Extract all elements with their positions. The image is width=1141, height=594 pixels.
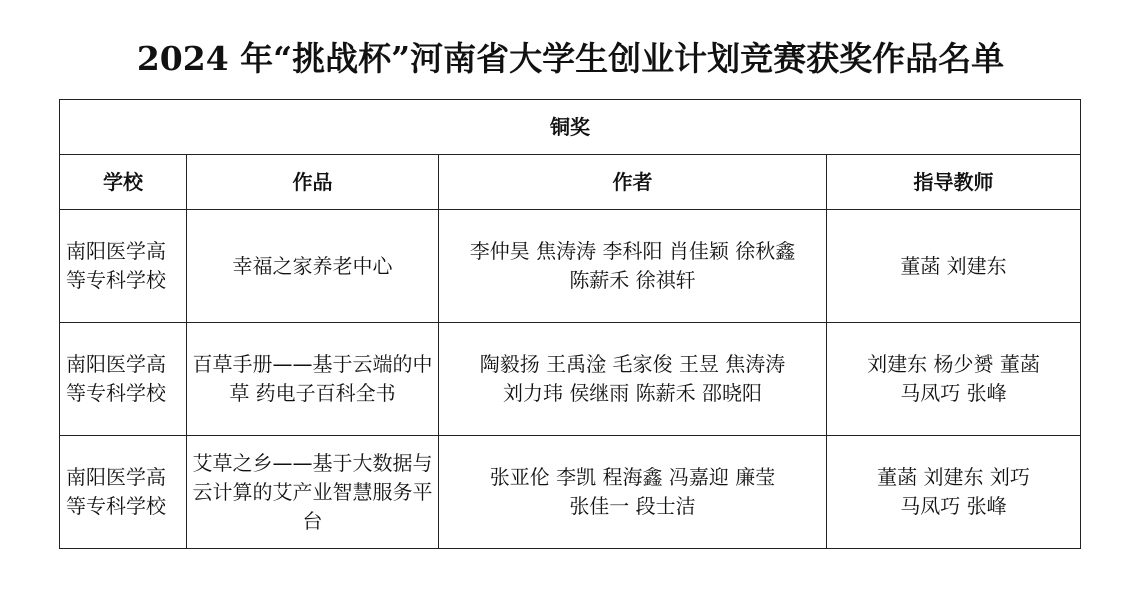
authors-line: 刘力玮 侯继雨 陈薪禾 邵晓阳 xyxy=(502,381,763,405)
column-header-row xyxy=(60,155,1081,210)
advisors-line: 刘建东 杨少赟 董菡 xyxy=(867,352,1040,376)
authors-line: 陶毅扬 王禹淦 毛家俊 王昱 焦涛涛 xyxy=(479,352,786,376)
advisors-cell xyxy=(827,210,1081,323)
authors-cell xyxy=(439,210,827,323)
work-cell xyxy=(187,210,439,323)
column-header-authors: 作者 xyxy=(439,155,827,210)
work-cell xyxy=(187,323,439,436)
work-title: 幸福之家养老中心 xyxy=(232,253,393,278)
school-cell xyxy=(60,436,187,549)
authors-line: 张佳一 段士洁 xyxy=(569,494,696,518)
award-tier-row xyxy=(60,100,1081,155)
authors-cell xyxy=(439,323,827,436)
work-cell xyxy=(187,436,439,549)
column-header-work: 作品 xyxy=(187,155,439,210)
authors-cell xyxy=(439,436,827,549)
award-table xyxy=(59,99,1081,549)
column-header-advisors: 指导教师 xyxy=(827,155,1081,210)
school-name: 南阳医学高等专科学校 xyxy=(66,239,166,292)
school-name: 南阳医学高等专科学校 xyxy=(66,352,166,405)
table-row xyxy=(60,436,1081,549)
work-title: 百草手册——基于云端的中草 药电子百科全书 xyxy=(192,352,433,405)
advisors-cell xyxy=(827,323,1081,436)
advisors-line: 董菡 刘建东 刘巧 xyxy=(877,465,1030,489)
school-name: 南阳医学高等专科学校 xyxy=(66,465,166,518)
authors-line: 张亚伦 李凯 程海鑫 冯嘉迎 廉莹 xyxy=(489,465,776,489)
advisors-line: 马凤巧 张峰 xyxy=(900,381,1007,405)
advisors-cell xyxy=(827,436,1081,549)
school-cell xyxy=(60,210,187,323)
table-row xyxy=(60,210,1081,323)
authors-line: 陈薪禾 徐祺轩 xyxy=(569,268,696,292)
school-cell xyxy=(60,323,187,436)
authors-line: 李仲昊 焦涛涛 李科阳 肖佳颖 徐秋鑫 xyxy=(469,239,796,263)
document-title: 2024 年“挑战杯”河南省大学生创业计划竞赛获奖作品名单 xyxy=(136,39,1005,78)
award-tier-label: 铜奖 xyxy=(60,100,1081,155)
advisors-line: 董菡 刘建东 xyxy=(900,253,1007,278)
work-title: 艾草之乡——基于大数据与云计算的艾产业智慧服务平台 xyxy=(192,450,433,533)
column-header-school: 学校 xyxy=(60,155,187,210)
advisors-line: 马凤巧 张峰 xyxy=(900,494,1007,518)
table-row xyxy=(60,323,1081,436)
